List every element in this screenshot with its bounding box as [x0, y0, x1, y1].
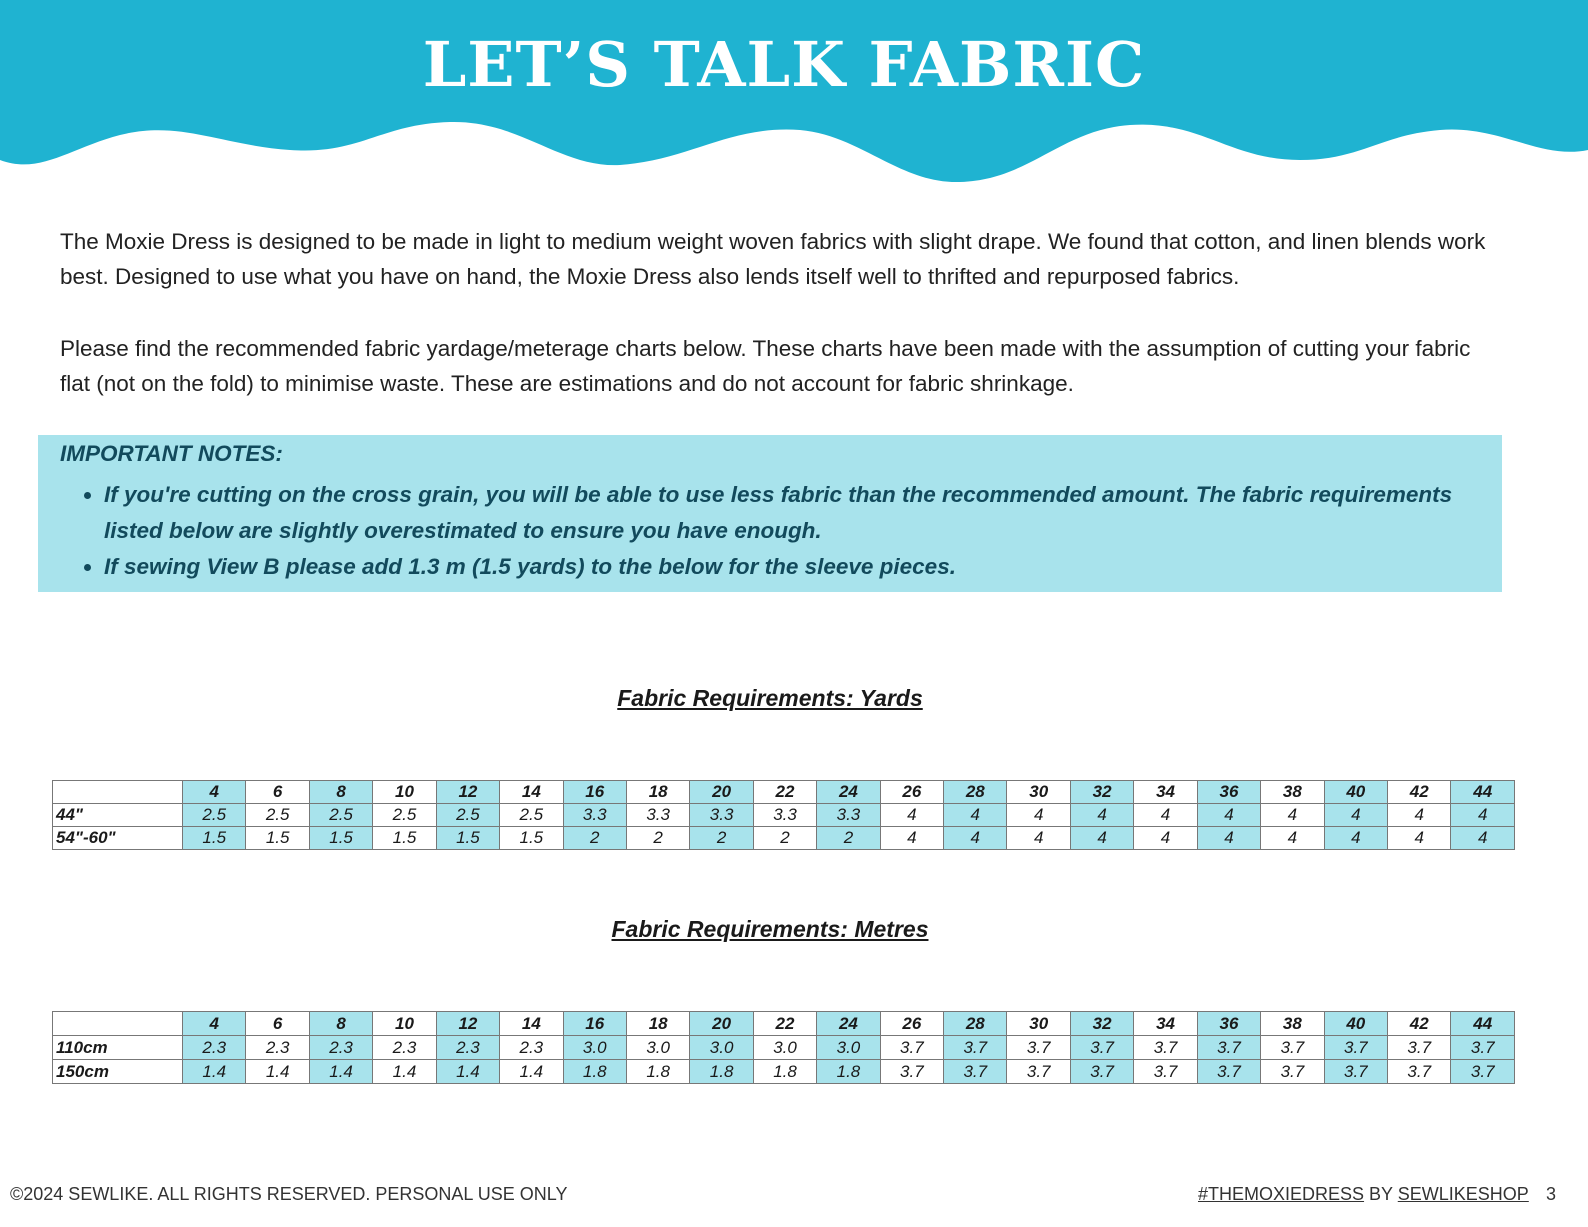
corner-cell — [53, 781, 183, 804]
amount-cell: 3.7 — [1261, 1060, 1324, 1084]
size-header-cell: 22 — [753, 781, 816, 804]
by-text: BY — [1364, 1184, 1398, 1204]
size-header-cell: 18 — [626, 1012, 689, 1036]
amount-cell: 3.7 — [1451, 1060, 1515, 1084]
amount-cell: 1.8 — [626, 1060, 689, 1084]
size-header-cell: 20 — [690, 1012, 753, 1036]
shop-link[interactable]: SEWLIKESHOP — [1397, 1184, 1529, 1204]
amount-cell: 3.7 — [1134, 1060, 1197, 1084]
note-item: • If sewing View B please add 1.3 m (1.5 yards) to the below for the sleeve pieces. — [104, 549, 1504, 585]
amount-cell: 1.4 — [309, 1060, 372, 1084]
amount-cell: 1.5 — [309, 827, 372, 850]
amount-cell: 1.5 — [500, 827, 563, 850]
size-header-row — [53, 781, 1515, 804]
size-header-cell: 38 — [1261, 1012, 1324, 1036]
amount-cell: 3.0 — [563, 1036, 626, 1060]
size-header-cell: 14 — [500, 1012, 563, 1036]
size-header-row — [53, 1012, 1515, 1036]
amount-cell: 3.3 — [563, 804, 626, 827]
size-header-cell: 14 — [500, 781, 563, 804]
table-row — [53, 804, 1515, 827]
amount-cell: 1.5 — [183, 827, 246, 850]
size-header-cell: 26 — [880, 1012, 943, 1036]
page-number: 3 — [1546, 1184, 1557, 1204]
amount-cell: 3.7 — [1324, 1060, 1387, 1084]
amount-cell: 2.5 — [246, 804, 309, 827]
amount-cell: 3.7 — [1324, 1036, 1387, 1060]
size-header-cell: 30 — [1007, 781, 1070, 804]
amount-cell: 1.4 — [373, 1060, 436, 1084]
size-header-cell: 16 — [563, 1012, 626, 1036]
amount-cell: 3.0 — [626, 1036, 689, 1060]
amount-cell: 3.3 — [626, 804, 689, 827]
amount-cell: 1.5 — [373, 827, 436, 850]
amount-cell: 3.7 — [1070, 1036, 1133, 1060]
amount-cell: 2.5 — [373, 804, 436, 827]
amount-cell: 1.5 — [436, 827, 499, 850]
size-header-cell: 34 — [1134, 781, 1197, 804]
amount-cell: 2 — [563, 827, 626, 850]
page-title: LET’S TALK FABRIC — [422, 28, 1146, 101]
size-header-cell: 42 — [1388, 781, 1451, 804]
amount-cell: 2.3 — [373, 1036, 436, 1060]
table-row — [53, 1060, 1515, 1084]
size-header-cell: 12 — [436, 1012, 499, 1036]
amount-cell: 2.5 — [436, 804, 499, 827]
header-banner — [0, 0, 1588, 190]
notes-heading: IMPORTANT NOTES: — [60, 441, 283, 466]
amount-cell: 3.7 — [1007, 1036, 1070, 1060]
amount-cell: 2.5 — [183, 804, 246, 827]
copyright-text: ©2024 SEWLIKE. ALL RIGHTS RESERVED. PERSONAL USE ONLY — [10, 1184, 568, 1204]
size-header-cell: 24 — [817, 1012, 880, 1036]
amount-cell: 4 — [1197, 804, 1260, 827]
size-header-cell: 26 — [880, 781, 943, 804]
amount-cell: 3.7 — [1388, 1036, 1451, 1060]
amount-cell: 4 — [1388, 804, 1451, 827]
amount-cell: 3.7 — [1070, 1060, 1133, 1084]
corner-cell — [53, 1012, 183, 1036]
amount-cell: 1.8 — [563, 1060, 626, 1084]
amount-cell: 3.7 — [1451, 1036, 1515, 1060]
amount-cell: 3.3 — [817, 804, 880, 827]
size-header-cell: 4 — [183, 781, 246, 804]
amount-cell: 2.3 — [183, 1036, 246, 1060]
amount-cell: 3.7 — [944, 1036, 1007, 1060]
size-header-cell: 28 — [944, 781, 1007, 804]
amount-cell: 4 — [1324, 827, 1387, 850]
size-header-cell: 36 — [1197, 1012, 1260, 1036]
amount-cell: 2 — [690, 827, 753, 850]
size-header-cell: 10 — [373, 781, 436, 804]
amount-cell: 1.8 — [690, 1060, 753, 1084]
size-header-cell: 34 — [1134, 1012, 1197, 1036]
size-header-cell: 4 — [183, 1012, 246, 1036]
size-header-cell: 32 — [1070, 1012, 1133, 1036]
amount-cell: 2.5 — [309, 804, 372, 827]
amount-cell: 4 — [1007, 804, 1070, 827]
chart-description: Please find the recommended fabric yardage/meterage charts below. These charts have been made with the assumption of cutting your fabric flat (not on the fold) to minimise waste. These are estimations and do not account for fabric shrinkage. — [60, 336, 1471, 396]
size-header-cell: 28 — [944, 1012, 1007, 1036]
size-header-cell: 22 — [753, 1012, 816, 1036]
size-header-cell: 38 — [1261, 781, 1324, 804]
metres-table — [52, 1011, 1515, 1084]
amount-cell: 2.3 — [309, 1036, 372, 1060]
size-header-cell: 6 — [246, 781, 309, 804]
amount-cell: 2.3 — [246, 1036, 309, 1060]
amount-cell: 4 — [1451, 827, 1515, 850]
amount-cell: 4 — [1197, 827, 1260, 850]
size-header-cell: 42 — [1388, 1012, 1451, 1036]
fabric-width-label: 110cm — [53, 1036, 183, 1060]
amount-cell: 3.7 — [1261, 1036, 1324, 1060]
amount-cell: 4 — [1261, 804, 1324, 827]
amount-cell: 3.7 — [880, 1036, 943, 1060]
size-header-cell: 8 — [309, 1012, 372, 1036]
intro-paragraph: The Moxie Dress is designed to be made in light to medium weight woven fabrics with slight drape. We found that cotton, and linen blends work best. Designed to use what you have on hand, the Moxie Dress also lends itself well to thrifted and repurposed fabrics. — [60, 229, 1486, 289]
amount-cell: 2.5 — [500, 804, 563, 827]
amount-cell: 4 — [1070, 827, 1133, 850]
amount-cell: 4 — [1261, 827, 1324, 850]
size-header-cell: 20 — [690, 781, 753, 804]
amount-cell: 1.4 — [246, 1060, 309, 1084]
amount-cell: 1.8 — [753, 1060, 816, 1084]
yards-table-title: Fabric Requirements: Yards — [617, 685, 923, 711]
amount-cell: 4 — [1070, 804, 1133, 827]
important-notes-box — [38, 435, 1502, 592]
amount-cell: 3.0 — [753, 1036, 816, 1060]
size-header-cell: 6 — [246, 1012, 309, 1036]
metres-table-title: Fabric Requirements: Metres — [611, 916, 929, 942]
amount-cell: 3.7 — [1197, 1036, 1260, 1060]
amount-cell: 3.7 — [1197, 1060, 1260, 1084]
amount-cell: 4 — [1451, 804, 1515, 827]
amount-cell: 3.7 — [1007, 1060, 1070, 1084]
size-header-cell: 16 — [563, 781, 626, 804]
size-header-cell: 10 — [373, 1012, 436, 1036]
size-header-cell: 44 — [1451, 1012, 1515, 1036]
size-header-cell: 44 — [1451, 781, 1515, 804]
size-header-cell: 18 — [626, 781, 689, 804]
amount-cell: 1.5 — [246, 827, 309, 850]
amount-cell: 4 — [944, 827, 1007, 850]
note-item: • If you're cutting on the cross grain, you will be able to use less fabric than the recommended amount. The fabric requirements listed below are slightly overestimated to ensure you have enough. — [104, 477, 1504, 549]
size-header-cell: 8 — [309, 781, 372, 804]
amount-cell: 4 — [1134, 804, 1197, 827]
amount-cell: 3.7 — [944, 1060, 1007, 1084]
amount-cell: 2.3 — [436, 1036, 499, 1060]
amount-cell: 3.7 — [880, 1060, 943, 1084]
size-header-cell: 40 — [1324, 781, 1387, 804]
amount-cell: 4 — [880, 804, 943, 827]
yards-table — [52, 780, 1515, 850]
fabric-width-label: 44" — [53, 804, 183, 827]
size-header-cell: 36 — [1197, 781, 1260, 804]
fabric-width-label: 54"-60" — [53, 827, 183, 850]
table-row — [53, 827, 1515, 850]
amount-cell: 4 — [1007, 827, 1070, 850]
amount-cell: 3.7 — [1134, 1036, 1197, 1060]
amount-cell: 3.7 — [1388, 1060, 1451, 1084]
amount-cell: 4 — [880, 827, 943, 850]
amount-cell: 2 — [817, 827, 880, 850]
amount-cell: 1.4 — [183, 1060, 246, 1084]
amount-cell: 3.0 — [690, 1036, 753, 1060]
size-header-cell: 40 — [1324, 1012, 1387, 1036]
amount-cell: 3.3 — [690, 804, 753, 827]
amount-cell: 4 — [1388, 827, 1451, 850]
amount-cell: 1.4 — [436, 1060, 499, 1084]
amount-cell: 2 — [753, 827, 816, 850]
amount-cell: 1.4 — [500, 1060, 563, 1084]
amount-cell: 2.3 — [500, 1036, 563, 1060]
fabric-width-label: 150cm — [53, 1060, 183, 1084]
size-header-cell: 32 — [1070, 781, 1133, 804]
hashtag-link[interactable]: #THEMOXIEDRESS — [1198, 1184, 1365, 1204]
amount-cell: 2 — [626, 827, 689, 850]
amount-cell: 4 — [1324, 804, 1387, 827]
size-header-cell: 24 — [817, 781, 880, 804]
amount-cell: 1.8 — [817, 1060, 880, 1084]
amount-cell: 4 — [1134, 827, 1197, 850]
amount-cell: 4 — [944, 804, 1007, 827]
table-row — [53, 1036, 1515, 1060]
amount-cell: 3.0 — [817, 1036, 880, 1060]
size-header-cell: 30 — [1007, 1012, 1070, 1036]
size-header-cell: 12 — [436, 781, 499, 804]
amount-cell: 3.3 — [753, 804, 816, 827]
